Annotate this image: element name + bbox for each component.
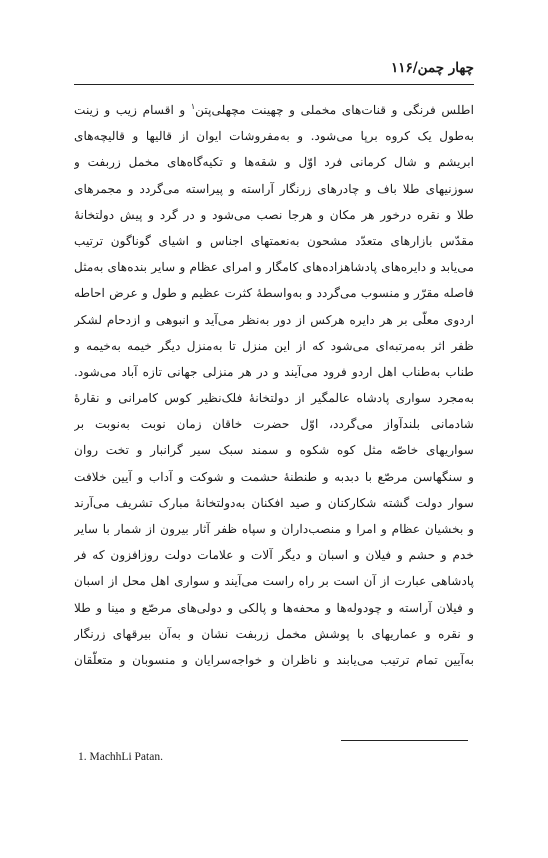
text-line: و فیلان آراسته و چودوله‌ها و محفه‌ها و پالکی و دولی‌های مرصّع و مینا و طلا — [74, 600, 474, 615]
footnote: 1. MachhLi Patan. — [78, 751, 163, 763]
footnote-marker: ۱ — [190, 101, 196, 111]
text-line: و بخشیان عظام و امرا و منصب‌داران و سپاه ظفر آثار بیرون از شمار با سایر — [74, 522, 474, 536]
text-line: پادشاهی عبارت از آن است بر راه راست می‌آیند و سواری اهل محل از اسبان — [74, 574, 474, 589]
text-line — [74, 97, 474, 123]
text-line: اردوی معلّی بر هر دایره هرکس از دور به‌نظر می‌آید و انبوهی و ازدحام لشکر — [74, 312, 474, 327]
text-line: ابریشم و شال کرمانی فرد اوّل و شقه‌ها و تکیه‌گاه‌های مخمل زربفت و — [74, 155, 474, 170]
text-line: و نقره و عماریهای با پوشش مخمل زربفت نشان و به‌آن بیرقهای زرنگار — [74, 626, 474, 641]
text-line: سواریهای خاصّه مثل کوه شکوه و سمند سبک سیر گرانبار و تخت روان — [74, 443, 474, 458]
text-line: به‌آیین تمام ترتیب می‌یابند و ناظران و خواجه‌سرایان و منسوبان و متعلّقان — [74, 652, 474, 667]
text-line: می‌یابد و دایره‌های پادشاهزاده‌های کامگار و امرای عظام و سایر بنده‌های به‌مثل — [74, 260, 474, 275]
text-line: طناب به‌طناب اهل اردو فرود می‌آیند و در هر منزلی جهانی تازه آباد می‌شود. — [74, 364, 474, 379]
text-line: خدم و حشم و فیلان و اسبان و دیگر آلات و علامات دولت روزافزون که فر — [74, 548, 474, 563]
text-line: مقدّس بازارهای متعدّد مشحون به‌نعمتهای اجناس و اشیای گوناگون ترتیب — [74, 233, 474, 248]
text-line: و سنگهاسن مرصّع با دبدبه و طنطنهٔ حشمت و شوکت و آداب و آیین خلافت — [74, 469, 474, 484]
text-line-content: و اقسام زیب و زینت — [74, 103, 191, 117]
text-line: فاصله مقرّر و منسوب می‌گردد و به‌واسطهٔ کثرت عظیم و طول و عرض احاطه — [74, 286, 474, 301]
text-line: ظفر اثر به‌مرتبه‌ای می‌شود که از این منزل تا به‌منزل دیگر خیمه به‌خیمه و — [74, 338, 474, 353]
text-line: سوار دولت گشته شکارکنان و صید افکنان به‌دولتخانهٔ مبارک تشریف می‌آرند — [74, 495, 474, 510]
text-line: به‌مجرد سواری پادشاه عالمگیر از دولتخانهٔ فلک‌نظیر کوس کامرانی و نقارهٔ — [74, 391, 474, 406]
body-text — [74, 97, 474, 673]
page-header — [74, 56, 474, 85]
footnote-separator — [341, 740, 468, 741]
text-line: سوزنیهای طلا باف و چادرهای زرنگار آراسته و پیراسته می‌گردد و مجمرهای — [74, 181, 474, 196]
text-line: شادمانی بلندآواز می‌گردد، اوّل حضرت خاقان زمان نوبت به‌نوبت بر — [74, 417, 474, 432]
text-line: به‌طول یک کروه برپا می‌شود. و به‌مفروشات ایوان از قالیها و قالیچه‌های — [74, 129, 474, 144]
running-header-title: چهار چمن/۱۱۶ — [390, 60, 474, 76]
text-line: طلا و نقره درخور هر مکان و هرجا نصب می‌شود و در گرد و پیش دولتخانهٔ — [74, 207, 474, 222]
text-line-content: اطلس فرنگی و قنات‌های مخملی و چهینت مچهلی‌پتن — [195, 103, 474, 117]
